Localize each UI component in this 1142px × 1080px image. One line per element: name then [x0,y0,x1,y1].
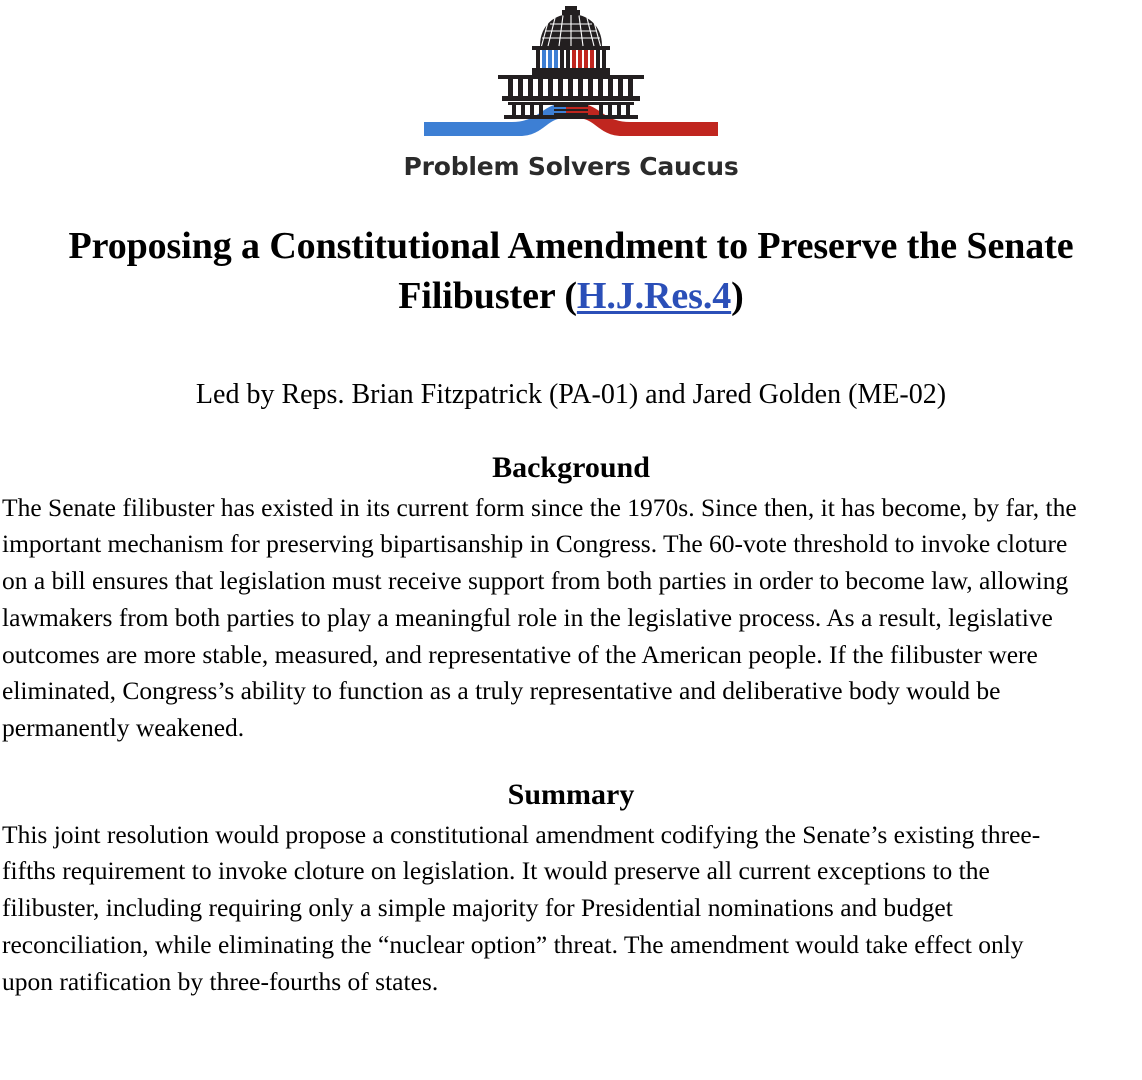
section-body-summary: This joint resolution would propose a constitutional amendment codifying the Senate’s existing three-fifths requirement to invoke cloture on legislation. It would preserve all current exceptions to the filibuster, including requiring only a simple majority for Presidential nominations and budget reconciliation, while eliminating the “nuclear option” threat. The amendment would take effect only upon ratification by three-fourths of states. [2,819,1041,996]
sponsors-line: Led by Reps. Brian Fitzpatrick (PA-01) and Jared Golden (ME-02) [195,379,947,411]
section-body-background: The Senate filibuster has existed in its current form since the 1970s. Since then, it has become, by far, the important mechanism for preserving bipartisanship in Congress. The 60-vote threshold to invoke cloture on a bill ensures that legislation must receive support from both parties in order to become law, allowing lawmakers from both parties to play a meaningful role in the legislative process. As a result, legislative outcomes are more stable, measured, and representative of the American people. If the filibuster were eliminated, Congress’s ability to function as a truly representative and deliberative body would be permanently weakened. [2,492,1077,743]
section-background [0,450,1142,747]
section-heading-background: Background [492,450,650,484]
title-line-2-suffix: ) [731,275,744,318]
section-heading-summary: Summary [507,777,635,811]
capitol-dome-icon [416,6,726,158]
page-title [52,221,1090,321]
title-line-1: Proposing a Constitutional Amendment to Preserve the [68,225,957,267]
title-line-2-prefix: Senate Filibuster ( [398,225,1074,318]
logo-wordmark: Problem Solvers Caucus [403,152,739,181]
section-summary [0,777,1142,1001]
caucus-logo-block [0,0,1142,179]
bill-link-hjres4[interactable]: H.J.Res.4 [576,275,732,318]
